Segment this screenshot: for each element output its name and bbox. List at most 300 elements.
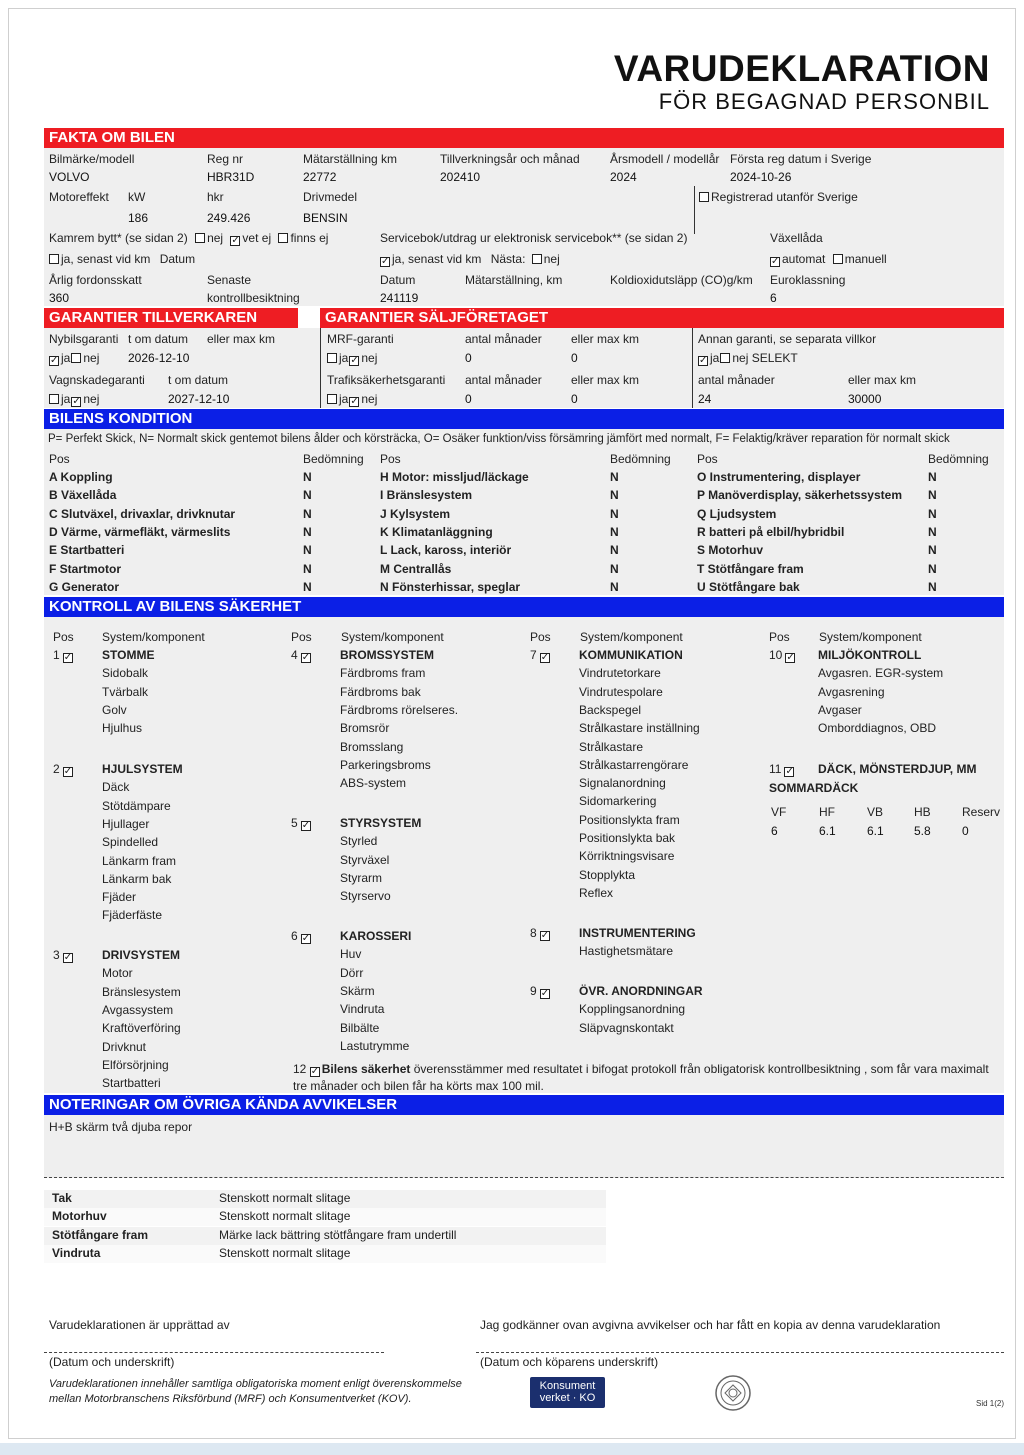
disclaimer-line1: Varudeklarationen innehåller samtliga obligatoriska moment enligt överenskommelse xyxy=(49,1378,462,1390)
value-euro: 6 xyxy=(770,291,777,305)
value-mrf-km: 0 xyxy=(571,351,578,365)
sakerhet-group-title: DRIVSYSTEM xyxy=(102,948,181,962)
label-tillv: Tillverkningsår och månad xyxy=(440,152,580,166)
sakerhet-item: Avgassystem xyxy=(102,1002,174,1017)
kondition-item-label: S Motorhuv xyxy=(697,543,763,558)
label-bedomning: Bedömning xyxy=(303,452,364,466)
kondition-item-grade: N xyxy=(303,561,312,576)
value-nybil-datum: 2026-12-10 xyxy=(128,351,190,365)
mrf-janej xyxy=(327,351,377,366)
label-servicebok: Servicebok/utdrag ur elektronisk servicebok** (se sidan 2) xyxy=(380,231,688,245)
value-drivmedel: BENSIN xyxy=(303,211,348,225)
label-pos: Pos xyxy=(291,630,312,644)
value-annan-km: 30000 xyxy=(848,392,882,406)
kondition-item-grade: N xyxy=(610,561,619,576)
label-annan: Annan garanti, se separata villkor xyxy=(698,332,877,346)
label-koldioxid: Koldioxidutsläpp (CO)g/km xyxy=(610,273,753,287)
value-forsta-reg: 2024-10-26 xyxy=(730,170,792,184)
sakerhet-group-title: BROMSSYSTEM xyxy=(340,648,435,662)
kamrem-nej-checkbox[interactable] xyxy=(195,233,205,243)
label-bedomning: Bedömning xyxy=(610,452,671,466)
label-pos: Pos xyxy=(769,630,790,644)
sakerhet-item: Fjäder xyxy=(102,890,137,905)
group-checkbox[interactable]: ✓ xyxy=(540,930,550,941)
group-number: 4 xyxy=(291,648,298,662)
value-annan-man: 24 xyxy=(698,392,712,406)
value-kw: 186 xyxy=(128,211,149,225)
kondition-item-grade: N xyxy=(303,579,312,594)
noteringar-desc: Stenskott normalt slitage xyxy=(219,1209,351,1224)
window-bottom-bar xyxy=(0,1443,1024,1455)
sommardack-value: 6.1 xyxy=(867,824,884,838)
annan-nej-checkbox[interactable] xyxy=(720,353,730,363)
sakerhet-group-title: DÄCK, MÖNSTERDJUP, MM xyxy=(818,762,977,776)
noteringar-desc: Märke lack bättring stötfångare fram undertill xyxy=(219,1227,457,1242)
section-garanti-salj-heading: GARANTIER SÄLJFÖRETAGET xyxy=(320,308,1004,328)
sakerhet-item: Backspegel xyxy=(579,702,642,717)
value-bilmarke: VOLVO xyxy=(49,170,90,184)
kondition-item-label: K Klimatanläggning xyxy=(380,524,493,539)
kondition-item-label: C Slutväxel, drivaxlar, drivknutar xyxy=(49,506,236,521)
label-drivmedel: Drivmedel xyxy=(303,190,358,204)
group-checkbox[interactable]: ✓ xyxy=(785,766,794,777)
kondition-item-grade: N xyxy=(610,524,619,539)
kondition-item-label: Q Ljudsystem xyxy=(697,506,777,521)
label-forsta-reg: Första reg datum i Sverige xyxy=(730,152,872,166)
group-checkbox[interactable]: ✓ xyxy=(301,933,311,944)
group-checkbox[interactable]: ✓ xyxy=(63,766,73,777)
sommardack-header: VB xyxy=(867,805,884,819)
label-tom: t om datum xyxy=(128,332,189,346)
sakerhet-group-title: KOMMUNIKATION xyxy=(579,648,683,662)
label-antal: antal månader xyxy=(465,332,542,346)
value-mrf-man: 0 xyxy=(465,351,472,365)
label-regnr: Reg nr xyxy=(207,152,244,166)
group-number: 9 xyxy=(530,984,537,998)
group-number: 1 xyxy=(53,648,60,662)
group-number: 3 xyxy=(53,948,60,962)
logo-text-2: verket · KO xyxy=(539,1392,596,1404)
label-manuell: manuell xyxy=(844,252,887,266)
sakerhet-item: Bränslesystem xyxy=(102,984,181,999)
sommardack-title: SOMMARDÄCK xyxy=(769,781,859,795)
value-trafik-man: 0 xyxy=(465,392,472,406)
kamrem-finns-ej-checkbox[interactable] xyxy=(278,233,288,243)
section-kondition-heading: BILENS KONDITION xyxy=(44,409,1004,429)
group-checkbox[interactable]: ✓ xyxy=(63,652,73,663)
sakerhet-item: Styrservo xyxy=(340,889,391,904)
kondition-item-label: O Instrumentering, displayer xyxy=(697,470,861,484)
sakerhet-item: Signalanordning xyxy=(579,776,666,791)
vaxellada-row xyxy=(770,252,887,267)
sakerhet-group-1-pos xyxy=(53,648,75,663)
group-number: 8 xyxy=(530,926,537,940)
sakerhet-item: Stopplykta xyxy=(579,867,636,882)
label-pos: Pos xyxy=(380,452,401,466)
sakerhet-group-title: HJULSYSTEM xyxy=(102,762,183,776)
mrf-nej-checkbox[interactable]: ✓ xyxy=(350,355,359,366)
sakerhet-item: Kopplingsanordning xyxy=(579,1002,686,1017)
value-tillv: 202410 xyxy=(440,170,481,184)
section-noteringar-heading: NOTERINGAR OM ÖVRIGA KÄNDA AVVIKELSER xyxy=(44,1095,1004,1115)
label-kontroll: kontrollbesiktning xyxy=(207,291,300,305)
kamrem-ja-checkbox[interactable] xyxy=(49,254,59,264)
label-nej: nej xyxy=(207,231,224,245)
sakerhet-item: Körriktningsvisare xyxy=(579,849,675,864)
label-datum-kopare: (Datum och köparens underskrift) xyxy=(480,1355,659,1369)
sakerhet-item: Dörr xyxy=(340,965,364,980)
doc-title: VARUDEKLARATION xyxy=(613,48,990,89)
value-regnr: HBR31D xyxy=(207,170,255,184)
group-checkbox[interactable]: ✓ xyxy=(301,820,311,831)
nybil-ja-checkbox[interactable]: ✓ xyxy=(50,355,59,366)
kondition-item-grade: N xyxy=(928,470,937,484)
label-mrf: MRF-garanti xyxy=(327,332,394,346)
label-nybil: Nybilsgaranti xyxy=(49,332,119,346)
sakerhet-item: Startbatteri xyxy=(102,1076,161,1091)
kondition-item-label: G Generator xyxy=(49,579,120,594)
value-arsmodell: 2024 xyxy=(610,170,637,184)
registrerad-checkbox[interactable] xyxy=(699,190,858,204)
sommardack-value: 5.8 xyxy=(914,824,931,838)
noteringar-desc: Stenskott normalt slitage xyxy=(219,1245,351,1260)
section-sakerhet-heading: KONTROLL AV BILENS SÄKERHET xyxy=(44,597,1004,617)
label-antal: antal månader xyxy=(465,373,542,387)
vagn-nej-checkbox[interactable]: ✓ xyxy=(72,396,81,407)
kondition-item-grade: N xyxy=(303,506,312,521)
kondition-item-grade: N xyxy=(610,470,619,484)
group-number: 7 xyxy=(530,648,537,662)
label-pos: Pos xyxy=(53,630,74,644)
group-checkbox[interactable]: ✓ xyxy=(786,652,795,663)
label-ellermax: eller max km xyxy=(571,332,640,346)
kondition-item-grade: N xyxy=(928,543,937,558)
sakerhet-item: Kraftöverföring xyxy=(102,1021,181,1036)
sakerhet-item: Sidobalk xyxy=(102,666,149,681)
kondition-item-grade: N xyxy=(928,579,937,594)
signature-line-buyer[interactable] xyxy=(476,1352,1004,1353)
sakerhet-item: Huv xyxy=(340,947,362,962)
label-kamrem: Kamrem bytt* (se sidan 2) xyxy=(49,231,188,245)
group-checkbox[interactable]: ✓ xyxy=(540,988,550,999)
sakerhet-group-title: MILJÖKONTROLL xyxy=(818,648,922,662)
value-matar: 22772 xyxy=(303,170,337,184)
group-checkbox[interactable]: ✓ xyxy=(63,952,73,963)
label-upprattad: Varudeklarationen är upprättad av xyxy=(49,1318,230,1332)
sakerhet-item: Hjullager xyxy=(102,816,150,831)
value-vagn-datum: 2027-12-10 xyxy=(168,392,230,406)
label-ja-senast2: ja, senast vid km xyxy=(392,252,482,266)
sakerhet-group-6-pos xyxy=(291,929,313,944)
kondition-item-label: A Koppling xyxy=(49,470,113,484)
kondition-item-label: D Värme, värmefläkt, värmeslits xyxy=(49,524,231,539)
kondition-item-grade: N xyxy=(610,579,619,594)
group-number: 2 xyxy=(53,762,60,776)
kondition-item-label: L Lack, kaross, interiör xyxy=(380,543,512,558)
label-motoreffekt: Motoreffekt xyxy=(49,190,109,204)
sakerhet-item: Vindrutetorkare xyxy=(579,666,661,681)
sommardack-value: 0 xyxy=(962,824,969,838)
label-ellermax: eller max km xyxy=(571,373,640,387)
doc-subtitle: FÖR BEGAGNAD PERSONBIL xyxy=(658,89,990,114)
item12-text: överensstämmer med resultatet i bifogat protokoll från obligatorisk kontrollbesiktning , som får vara maximalt xyxy=(410,1062,989,1076)
kondition-item-label: F Startmotor xyxy=(49,561,121,576)
sakerhet-group-8-pos xyxy=(530,926,552,941)
label-automat: automat xyxy=(782,252,826,266)
group-number: 5 xyxy=(291,816,298,830)
sakerhet-item: Färdbroms fram xyxy=(340,666,426,681)
label-tom2: t om datum xyxy=(168,373,229,387)
nybil-janej xyxy=(49,351,99,366)
sakerhet-item: Avgaser xyxy=(818,702,862,717)
sakerhet-item: Bromsslang xyxy=(340,739,404,754)
label-matar: Mätarställning km xyxy=(303,152,398,166)
automat-checkbox[interactable]: ✓ xyxy=(771,256,780,267)
label-hkr: hkr xyxy=(207,190,224,204)
divider xyxy=(320,328,321,408)
label-datum2: Datum xyxy=(380,273,416,287)
label-pos: Pos xyxy=(697,452,718,466)
kondition-item-grade: N xyxy=(928,524,937,539)
divider xyxy=(694,186,695,234)
label-pos: Pos xyxy=(530,630,551,644)
sakerhet-item: Spindelled xyxy=(102,835,159,850)
manuell-checkbox[interactable] xyxy=(833,254,843,264)
sakerhet-item: Fjäderfäste xyxy=(102,908,163,923)
item12-checkbox[interactable]: ✓ xyxy=(310,1066,320,1077)
label-system: System/komponent xyxy=(819,630,922,644)
label-finns-ej: finns ej xyxy=(290,231,329,245)
label-arsmodell: Årsmodell / modellår xyxy=(610,152,720,166)
label-datum: Datum xyxy=(159,252,196,266)
noteringar-text: H+B skärm två djuba repor xyxy=(49,1120,193,1134)
label-euro: Euroklassning xyxy=(770,273,846,287)
sakerhet-group-7-pos xyxy=(530,648,552,663)
mrf-seal-icon xyxy=(713,1373,753,1413)
sakerhet-item: Bilbälte xyxy=(340,1020,380,1035)
kondition-item-label: R batteri på elbil/hybridbil xyxy=(697,524,845,539)
mrf-ja-checkbox[interactable] xyxy=(327,353,337,363)
kondition-item-label: B Växellåda xyxy=(49,488,117,503)
kondition-item-grade: N xyxy=(303,488,312,503)
noteringar-part: Tak xyxy=(52,1191,72,1205)
value-fordonsskatt: 360 xyxy=(49,291,70,305)
sakerhet-group-9-pos xyxy=(530,984,552,999)
sakerhet-item: Sidomarkering xyxy=(579,794,657,809)
sakerhet-item: Positionslykta fram xyxy=(579,812,680,827)
kondition-item-grade: N xyxy=(303,470,312,484)
sakerhet-group-title: STOMME xyxy=(102,648,155,662)
label-ja: ja xyxy=(61,351,71,365)
sakerhet-item: Bromsrör xyxy=(340,721,390,736)
sakerhet-item: Vindrutespolare xyxy=(579,684,663,699)
label-trafik: Trafiksäkerhetsgaranti xyxy=(327,373,446,387)
trafik-ja-checkbox[interactable] xyxy=(327,394,337,404)
kondition-item-label: P Manöverdisplay, säkerhetssystem xyxy=(697,488,902,503)
sakerhet-item: Länkarm fram xyxy=(102,853,177,868)
kondition-item-label: N Fönsterhissar, speglar xyxy=(380,579,521,594)
kondition-item-grade: N xyxy=(610,543,619,558)
item12-row xyxy=(293,1062,989,1077)
sakerhet-item: Strålkastarrengörare xyxy=(579,757,689,772)
section-fakta-heading: FAKTA OM BILEN xyxy=(44,128,1004,148)
kondition-item-label: H Motor: missljud/läckage xyxy=(380,470,529,484)
sakerhet-item: Reflex xyxy=(579,885,614,900)
sakerhet-group-title: INSTRUMENTERING xyxy=(579,926,696,940)
sakerhet-item: Omborddiagnos, OBD xyxy=(818,721,937,736)
sakerhet-item: Stötdämpare xyxy=(102,798,171,813)
sakerhet-item: Strålkastare inställning xyxy=(579,721,700,736)
sakerhet-item: Färdbroms bak xyxy=(340,684,421,699)
label-fordonsskatt: Årlig fordonsskatt xyxy=(49,273,142,287)
label-ja: ja xyxy=(339,351,349,365)
value-trafik-km: 0 xyxy=(571,392,578,406)
sakerhet-item: Parkeringsbroms xyxy=(340,757,431,772)
noteringar-part: Motorhuv xyxy=(52,1209,107,1224)
sakerhet-item: Färdbroms rörelseres. xyxy=(340,702,459,717)
divider xyxy=(44,1177,1004,1178)
sakerhet-item: Strålkastare xyxy=(579,739,644,754)
sakerhet-group-11-pos xyxy=(769,762,796,777)
value-hkr: 249.426 xyxy=(207,211,251,225)
sakerhet-group-3-pos xyxy=(53,948,75,963)
signature-line-seller[interactable] xyxy=(44,1352,384,1353)
annan-ja-checkbox[interactable]: ✓ xyxy=(699,355,708,366)
group-checkbox[interactable]: ✓ xyxy=(301,652,311,663)
kondition-item-grade: N xyxy=(928,561,937,576)
label-pos: Pos xyxy=(49,452,70,466)
sakerhet-item: Hjulhus xyxy=(102,721,143,736)
sakerhet-group-title: ÖVR. ANORDNINGAR xyxy=(579,984,703,998)
noteringar-part: Stötfångare fram xyxy=(52,1227,149,1242)
sakerhet-item: Elförsörjning xyxy=(102,1057,169,1072)
label-nej: nej xyxy=(83,392,100,406)
page-number: Sid 1(2) xyxy=(976,1399,1005,1408)
label-system: System/komponent xyxy=(341,630,444,644)
trafik-nej-checkbox[interactable]: ✓ xyxy=(350,396,359,407)
label-vet-ej: vet ej xyxy=(242,231,272,245)
label-kw: kW xyxy=(128,190,146,204)
vagn-janej xyxy=(49,392,99,407)
label-vagn: Vagnskadegaranti xyxy=(49,373,145,387)
kamrem-row xyxy=(49,231,328,246)
label-annan-text: nej SELEKT xyxy=(732,351,798,365)
sommardack-header: VF xyxy=(771,805,787,819)
group-checkbox[interactable]: ✓ xyxy=(540,652,550,663)
item12-bold: Bilens säkerhet xyxy=(321,1062,411,1076)
label-ellermax2: eller max km xyxy=(848,373,917,387)
sakerhet-item: Motor xyxy=(102,966,133,981)
sakerhet-item: Styrväxel xyxy=(340,852,390,867)
kondition-item-grade: N xyxy=(928,506,937,521)
sakerhet-item: Avgasrening xyxy=(818,684,885,699)
sakerhet-group-2-pos xyxy=(53,762,75,777)
vagn-ja-checkbox[interactable] xyxy=(49,394,59,404)
disclaimer-line2: mellan Motorbranschens Riksförbund (MRF) och Konsumentverket (KOV). xyxy=(49,1393,412,1405)
kondition-item-label: E Startbatteri xyxy=(49,543,125,558)
kondition-item-label: J Kylsystem xyxy=(380,506,451,521)
sommardack-value: 6.1 xyxy=(819,824,836,838)
label-nej2: nej xyxy=(543,252,560,266)
kondition-item-grade: N xyxy=(303,524,312,539)
group-number: 11 xyxy=(769,762,782,776)
noteringar-desc: Stenskott normalt slitage xyxy=(219,1191,351,1205)
sakerhet-item: Avgasren. EGR-system xyxy=(818,666,944,681)
label-datum-sign: (Datum och underskrift) xyxy=(49,1355,175,1369)
annan-janej xyxy=(698,351,798,366)
sakerhet-item: ABS-system xyxy=(340,776,407,791)
kondition-item-grade: N xyxy=(610,488,619,503)
sakerhet-group-title: STYRSYSTEM xyxy=(340,816,422,830)
servicebok-row xyxy=(380,252,560,267)
servicebok-nej-checkbox[interactable] xyxy=(532,254,542,264)
servicebok-ja-checkbox[interactable]: ✓ xyxy=(381,256,390,267)
logo-text-1: Konsument xyxy=(539,1380,596,1392)
sommardack-header: Reserv xyxy=(962,805,1001,819)
label-ja-senast: ja, senast vid km xyxy=(61,252,151,266)
kondition-item-label: T Stötfångare fram xyxy=(697,561,804,576)
kondition-item-label: I Bränslesystem xyxy=(380,488,473,503)
label-nej: nej xyxy=(361,351,378,365)
kondition-item-grade: N xyxy=(610,506,619,521)
kondition-legend: P= Perfekt Skick, N= Normalt skick gentemot bilens ålder och körsträcka, O= Osäker funktion/viss försämring jämfört med normalt, F= Felaktig/kräver reparation för normalt skick xyxy=(48,433,950,445)
nybil-nej-checkbox[interactable] xyxy=(71,353,81,363)
label-nej: nej xyxy=(83,351,100,365)
kondition-item-label: M Centrallås xyxy=(380,561,452,576)
sakerhet-item: Däck xyxy=(102,780,130,795)
label-nej: nej xyxy=(361,392,378,406)
item12-text2: tre månader och bilen får ha körts max 100 mil. xyxy=(293,1079,544,1093)
sakerhet-item: Positionslykta bak xyxy=(579,831,676,845)
label-bedomning: Bedömning xyxy=(928,452,989,466)
sakerhet-item: Lastutrymme xyxy=(340,1038,410,1053)
sakerhet-item: Golv xyxy=(102,702,127,717)
sakerhet-item: Hastighetsmätare xyxy=(579,944,674,959)
sommardack-value: 6 xyxy=(771,824,778,838)
label-system: System/komponent xyxy=(102,630,205,644)
label-antal2: antal månader xyxy=(698,373,775,387)
label-system: System/komponent xyxy=(580,630,683,644)
item12-number: 12 xyxy=(293,1062,307,1076)
kondition-item-grade: N xyxy=(303,543,312,558)
label-senaste: Senaste xyxy=(207,273,252,287)
sakerhet-item: Skärm xyxy=(340,983,375,998)
kondition-item-grade: N xyxy=(928,488,937,503)
group-number: 10 xyxy=(769,648,783,662)
checkbox-icon xyxy=(699,192,709,202)
label-registrerad: Registrerad utanför Sverige xyxy=(711,190,858,204)
kondition-item-label: U Stötfångare bak xyxy=(697,579,800,594)
label-ja: ja xyxy=(710,351,720,365)
label-vaxellada: Växellåda xyxy=(770,231,823,245)
sakerhet-item: Vindruta xyxy=(340,1002,385,1017)
sakerhet-group-10-pos xyxy=(769,648,797,663)
kamrem-vet-ej-checkbox[interactable]: ✓ xyxy=(231,235,240,246)
sakerhet-item: Släpvagnskontakt xyxy=(579,1020,674,1035)
label-ja: ja xyxy=(339,392,349,406)
sakerhet-item: Drivknut xyxy=(102,1039,147,1054)
sakerhet-group-5-pos xyxy=(291,816,313,831)
divider xyxy=(692,328,693,408)
group-number: 6 xyxy=(291,929,298,943)
label-nasta: Nästa: xyxy=(490,252,526,266)
sakerhet-item: Tvärbalk xyxy=(102,684,149,699)
sakerhet-item: Styrled xyxy=(340,834,378,849)
sakerhet-item: Länkarm bak xyxy=(102,871,172,886)
sakerhet-item: Styrarm xyxy=(340,870,382,885)
sommardack-header: HF xyxy=(819,805,835,819)
label-ja: ja xyxy=(61,392,71,406)
